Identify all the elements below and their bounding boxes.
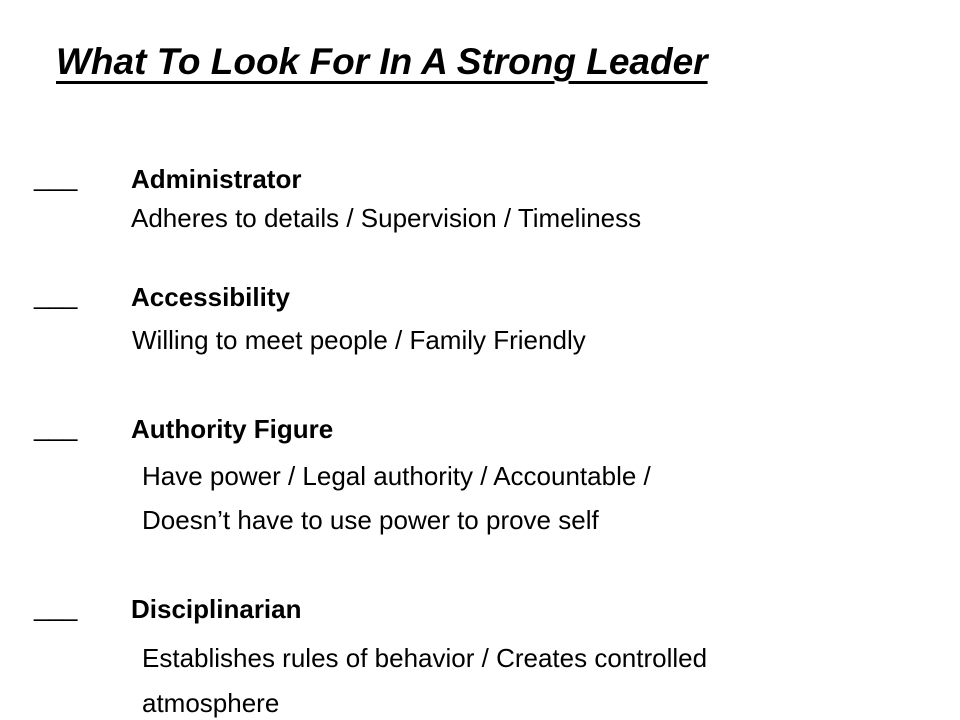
item-heading-accessibility: Accessibility <box>131 282 290 312</box>
item-description-authority-figure-line-2: Doesn’t have to use power to prove self <box>142 505 599 535</box>
item-heading-authority-figure: Authority Figure <box>131 414 334 444</box>
checkbox-blank-disciplinarian[interactable]: ___ <box>34 592 78 622</box>
item-heading-disciplinarian: Disciplinarian <box>131 594 302 624</box>
item-heading-administrator: Administrator <box>131 164 302 194</box>
item-description-disciplinarian-line-2: atmosphere <box>142 688 280 718</box>
item-description-disciplinarian-line-1: Establishes rules of behavior / Creates controlled <box>142 643 708 673</box>
checkbox-blank-authority-figure[interactable]: ___ <box>34 412 78 442</box>
checkbox-blank-administrator[interactable]: ___ <box>34 162 78 192</box>
item-description-accessibility: Willing to meet people / Family Friendly <box>132 325 586 355</box>
page-title: What To Look For In A Strong Leader <box>56 41 708 82</box>
checkbox-blank-accessibility[interactable]: ___ <box>34 280 78 310</box>
item-description-authority-figure-line-1: Have power / Legal authority / Accountable / <box>142 461 651 491</box>
item-description-administrator: Adheres to details / Supervision / Timeliness <box>131 203 642 233</box>
